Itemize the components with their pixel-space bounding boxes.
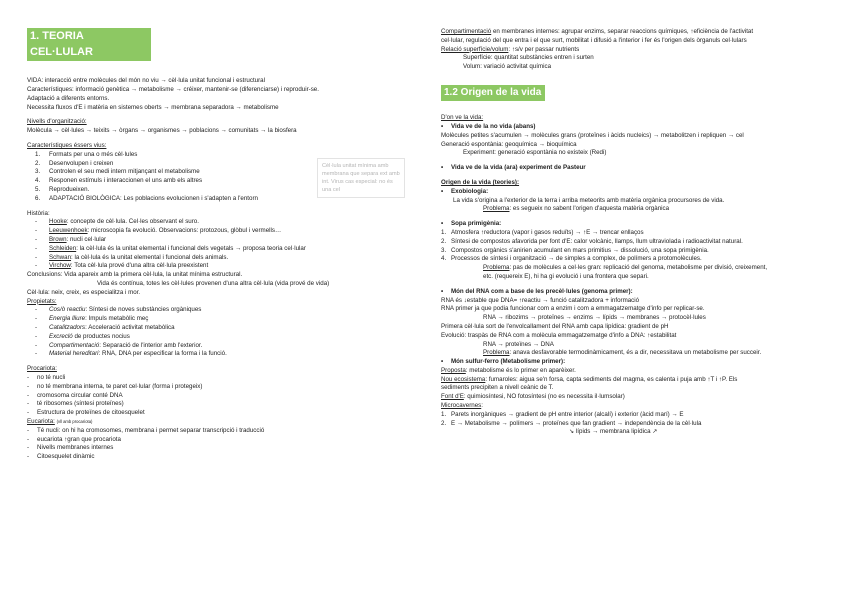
intro-line: Característiques: informació genètica → metabolisme → créixer, mantenir-se (diferenciarse) i reproduir-se.	[27, 86, 319, 94]
list-item: - Leeuwenhoek: microscopia fa evolució. Observacions: protozous, glòbul i vermells…	[35, 227, 282, 235]
list-item: - Estructura de proteïnes de citoesquelet	[27, 409, 145, 417]
exobiologia-text: La vida s'origina a l'exterior de la terra i arriba meteorits amb matèria orgànica procursores de vida.	[453, 196, 725, 204]
procariota-list	[27, 374, 419, 418]
list-item: 2. Síntesi de compostos afavorida per font d'E: calor volcànic, llamps, llum ultraviolada i radioactivitat natural.	[441, 237, 743, 245]
list-item: - té ribosomes (síntesi proteïnes)	[27, 400, 124, 408]
rna-chain-2: RNA → proteïnes → DNA	[483, 340, 554, 348]
eucariota-heading-line	[27, 418, 419, 427]
donve-heading: D'on ve la vida:	[441, 114, 484, 122]
fontd-line: Font d'E: quimiosíntesi, NO fotosíntesi (no es necessita il·lumsolar)	[441, 393, 625, 401]
list-item: - Brown: nucli cel·lular	[35, 235, 107, 243]
side-note: Cèl·lula unitat mínima amb membrana que separa ext amb int. Virus cas especial: no és una cel	[317, 158, 405, 198]
list-item: - no té membrana interna, te paret cel·lular (forma i protegeix)	[27, 382, 203, 390]
proposta-line: Proposta: metabolisme és lo primer en aparèixer.	[441, 366, 576, 374]
list-item: - Virchow: Tota cèl·lula prové d'una altra cèl·lula preexistent	[35, 262, 209, 270]
volum-line: Volum: variació activitat química	[463, 63, 552, 71]
left-column	[27, 28, 419, 462]
list-item: - Compartimentació: Separació de l'interior amb l'exterior.	[35, 341, 203, 349]
list-item: - eucariota ↑gran que procariota	[27, 435, 121, 443]
intro-line: Adaptació a diferents entorns.	[27, 94, 110, 102]
molecules-line: Molècules petites s'acumulen → molècules grans (proteïnes i àcids nucleics) → metabolitzen i repliquen → cel	[441, 131, 744, 139]
rna-line: Evolució: traspàs de RNA com a molècula emmagatzematge d'info a DNA: ↑estabilitat	[441, 331, 677, 339]
generacio-line: Generació espontània: geoquímica → bioquímica	[441, 140, 577, 148]
propietats-heading: Propietats:	[27, 297, 57, 305]
vida-novida: • Vida ve de la no vida (abans)	[441, 122, 536, 130]
list-item: - Catalitzadors: Acceleració activitat metabòlica	[35, 323, 175, 331]
right-column	[441, 28, 826, 437]
rna-line: RNA és ↓estable que DNA= ↑reactiu → funció catalitzadora + informació	[441, 296, 640, 304]
experiment-line: Experiment: generació espontània no existeix (Redi)	[463, 149, 607, 157]
list-item: - Material hereditari: RNA, DNA per especificar la forma i la funció.	[35, 350, 227, 358]
list-item: 3. Controlen el seu medi intern mitjançant el metabolisme	[35, 168, 200, 176]
list-item: - Schwan: la cèl·lula és la unitat elemental i funcional dels animals.	[35, 253, 229, 261]
vida-vida: • Vida ve de la vida (ara) experiment de Pasteur	[441, 164, 586, 172]
list-item: - Excrecló de productes nocius	[35, 332, 130, 340]
procariota-heading: Procariota:	[27, 365, 57, 373]
historia-list	[27, 218, 419, 271]
list-item: - Nivells membranes internes	[27, 444, 114, 452]
rna-chain: RNA → ribozims → proteïnes → enzims → lípids → membranes → protocèl·lules	[483, 314, 706, 322]
relacio-line: Relació superfície/volum: ↑s/v per passar nutrients	[441, 45, 580, 53]
sopa-heading: • Sopa primigènia:	[441, 220, 502, 228]
nivells-text: Molècula → cèl·lules → teixits → òrgans → organismes → poblacions → comunitats → la biosfera	[27, 127, 297, 135]
list-item: - cromosoma circular conté DNA	[27, 391, 123, 399]
superficie-line: Superfície: quantitat substàncies entren i surten	[463, 54, 594, 62]
list-item: 5. Reprodueixen.	[35, 185, 90, 193]
intro-line: VIDA: interacció entre molècules del món no viu → cèl·lula unitat funcional i estructural	[27, 77, 265, 85]
caract-heading: Característiques éssers vius:	[27, 142, 107, 149]
compartimentacio-line: Compartimentació en membranes internes: agrupar enzims, separar reaccions químiques, ↑eficiència de l'activitat	[441, 28, 754, 35]
exobiologia-heading: • Exobiologia:	[441, 187, 489, 195]
conclusions-line: Vida és contínua, totes les cèl·lules provenen d'una altra cèl·lula (vida prové de vida)	[97, 279, 330, 287]
list-item: 4. Responen estímuls i interaccionen el uns amb els altres	[35, 177, 203, 185]
list-item: - Hooke: concepte de cèl·lula. Cel·les observant el suro.	[35, 218, 199, 226]
sopa-problema: Problema: pas de molècules a cel·les gran: replicació del genoma, metabolisme per divisió, creixement,	[483, 264, 768, 272]
eucariota-tag: (vll amb procariota)	[56, 418, 93, 424]
rna-line: RNA primer ja que podia funcionar com a enzim i com a emmagatzematge d'info per replicar-se.	[441, 305, 705, 313]
list-item: - Energia lliure: Impuls metabòlic meç	[35, 315, 149, 323]
sopa-list	[441, 229, 826, 264]
rna-problema: Problema: anava desfavorable termodinàmicament, és a dir, necessitava un metabolisme per succeir.	[483, 349, 762, 357]
compartimentacio-line-2: cel·lular, regulació del que entra i el que surt, mobilitat i difusió a l'interior i fer és l'origen dels òrganuls cel·lulars	[441, 36, 747, 44]
rna-heading: • Món del RNA com a base de les precèl·lules (genoma primer):	[441, 287, 633, 295]
list-item: 1. Atmosfera ↑reductora (vapor i gasos reduïts) → ↑E → trencar enllaços	[441, 228, 644, 236]
rna-line: Primera cèl·lula sort de l'envolcallament del RNA amb capa lipídica: gradient de pH	[441, 322, 669, 330]
sopa-problema-2: etc. (requereix E), hi ha gi evolució i una frontera que separi.	[483, 272, 649, 280]
exobiologia-problema: Problema: es segueix no sabent l'origen d'aquesta matèria orgànica	[483, 205, 670, 213]
list-item: 1. Formats per una o més cèl·lules	[35, 150, 138, 158]
last-line: ↘ lípids → membrana lipídica ↗	[569, 428, 658, 436]
conclusions-line: Conclusions: Vida apareix amb la primera cèl·lula, la unitat mínima estructural.	[27, 271, 243, 279]
ecosistema-line: Nou ecosistema: fumaroles: aigua se'n forsa, capta sediments del magma, es calenta i puja amb ↑T i ↑P. Els	[441, 375, 738, 383]
origen-heading: Origen de la vida (teories):	[441, 178, 520, 186]
list-item: 6. ADAPTACIÓ BIOLÒGICA: Les poblacions evolucionen i s'adapten a l'entorn	[35, 194, 258, 202]
section-title-origen: 1.2 Origen de la vida	[441, 85, 545, 101]
sulfur-heading: • Món sulfur-ferro (Metabolisme primer):	[441, 358, 566, 366]
eucariota-heading: Eucariota:	[27, 417, 55, 425]
list-item: 2. E → Metabolisme → polímers → proteïnes que fan gradient → independència de la cèl·lula	[441, 419, 702, 427]
nivells-heading: Nivells d'organització:	[27, 118, 87, 126]
list-item: 3. Compostos orgànics s'anirien acumulant en mars primitius → dissolució, una sopa primigènia.	[441, 246, 709, 254]
list-item: 2. Desenvolupen i creixen	[35, 159, 114, 167]
list-item: - Schleiden: la cèl·lula és la unitat elemental i funcional dels vegetals → proposa teoria cel·lular	[35, 244, 306, 252]
micro-line: Microcavernes:	[441, 402, 483, 410]
eucariota-list	[27, 427, 419, 462]
micro-list	[441, 411, 826, 429]
section-title-teoria: 1. TEORIA CEL·LULAR	[27, 28, 151, 61]
intro-line: Necessita fluxos d'E i matèria en sistemes oberts → membrana separadora → metabolisme	[27, 103, 279, 111]
celula-line: Cèl·lula: neix, creix, es especialitza i mor.	[27, 288, 141, 296]
list-item: - Té nucli: on hi ha cromosomes, membrana i permet separar transcripció i traducció	[27, 426, 265, 434]
propietats-list	[27, 306, 419, 359]
list-item: 4. Processos de síntesi i organització → de simples a complex, de polímers a protomolècules.	[441, 255, 702, 263]
ecosistema-line-2: sediments precipiten a nivell ceànic de T.	[441, 384, 554, 392]
list-item: 1. Parets inorgàniques → gradient de pH entre interior (alcalí) i exterior (àcid marí) → E	[441, 410, 684, 418]
list-item: - no té nucli	[27, 373, 66, 381]
list-item: - Citoesquelet dinàmic	[27, 453, 95, 461]
list-item: - Cos/ò reactiu: Síntesi de noves substàncies orgàniques	[35, 306, 202, 314]
historia-heading: Història:	[27, 209, 50, 217]
